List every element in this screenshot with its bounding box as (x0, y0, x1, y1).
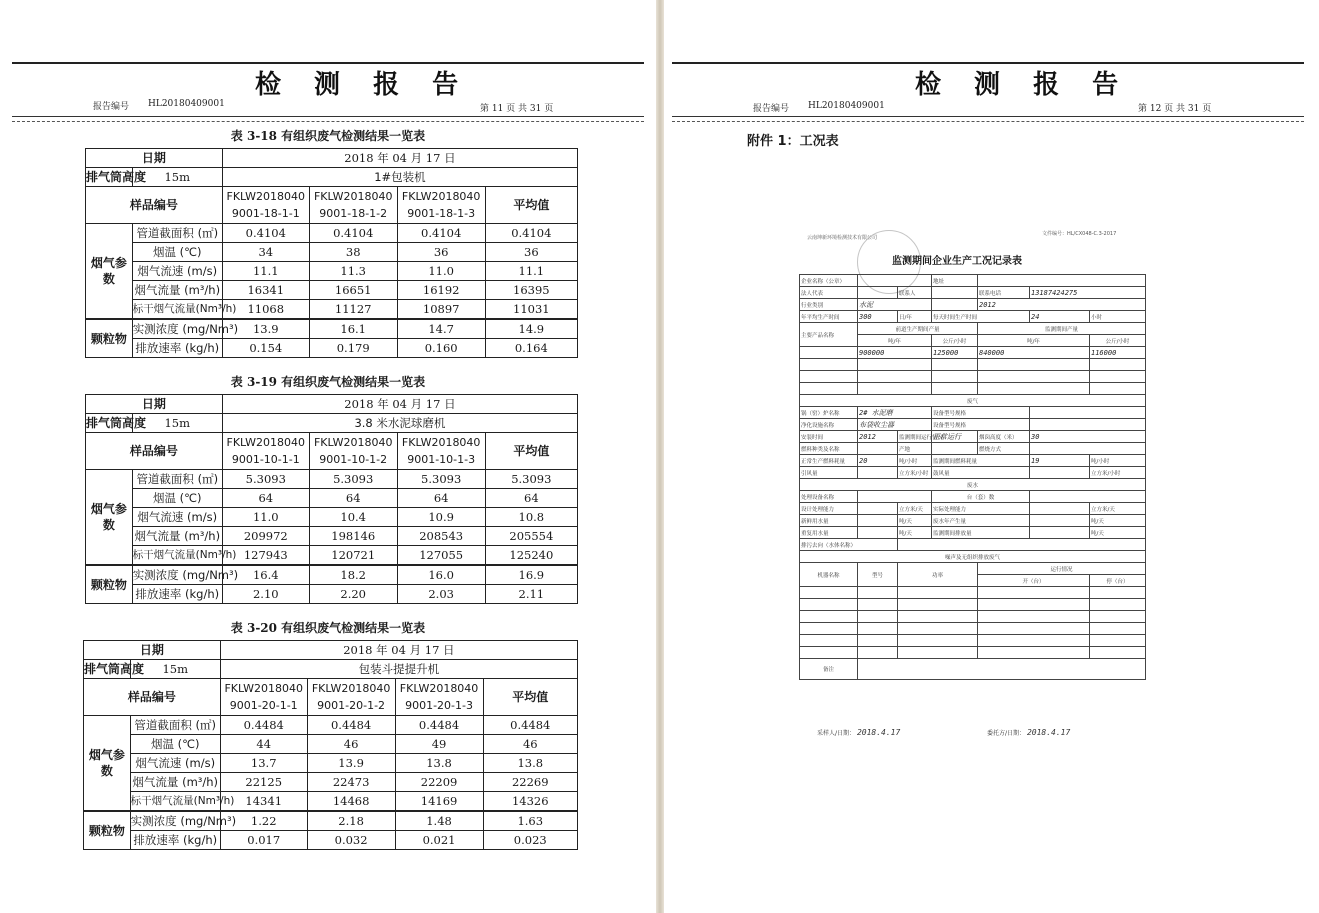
cell: 125240 (485, 546, 577, 566)
sample-id: FKLW2018040 9001-18-1-3 (397, 187, 485, 224)
cell: 11068 (222, 300, 309, 320)
flue-group-label: 烟气参数 (86, 224, 133, 320)
pm-group-label: 颗粒物 (84, 811, 131, 850)
result-table-3-19 (85, 394, 578, 604)
form-cell: 企业名称（公章） (800, 275, 858, 287)
cell: 1.48 (395, 811, 483, 831)
source-name: 3.8 米水泥球磨机 (222, 414, 577, 433)
form-cell: 840000 (978, 347, 1090, 359)
form-cell: 19 (1030, 455, 1090, 467)
flue-group-label: 烟气参数 (86, 470, 133, 566)
cell: 16.0 (397, 565, 485, 585)
cell: 64 (485, 489, 577, 508)
source-name: 包装斗提提升机 (220, 660, 577, 679)
header-divider (12, 116, 644, 122)
form-cell: 吨/天 (1090, 527, 1146, 539)
cell: 13.7 (220, 754, 307, 773)
cell: 46 (483, 735, 577, 754)
form-cell: 2# 水泥磨 (858, 407, 932, 419)
form-cell: 联系人 (898, 287, 932, 299)
form-cell (1030, 527, 1090, 539)
stack-height-value: 15m (132, 414, 222, 433)
cell: 0.032 (307, 831, 395, 850)
form-cell: 年平均生产时间 (800, 311, 858, 323)
form-cell (858, 527, 898, 539)
client-signature: 委托方/日期： 2018.4.17 (987, 728, 1071, 737)
sample-id: FKLW2018040 9001-10-1-3 (397, 433, 485, 470)
table-title: 表 3-20 有组织废气检测结果一览表 (230, 621, 426, 635)
report-title: 检 测 报 告 (255, 70, 471, 100)
row-label: 实测浓度 (mg/Nm³) (132, 565, 222, 585)
form-cell: 正常运行 (932, 431, 978, 443)
cell: 13.9 (222, 319, 309, 339)
form-cell: 前道生产期间产量 (858, 323, 978, 335)
form-cell (1030, 515, 1090, 527)
cell: 22269 (483, 773, 577, 792)
report-title: 检 测 报 告 (915, 70, 1131, 100)
stack-height-label: 排气筒高度 (86, 414, 133, 433)
cell: 0.4484 (483, 716, 577, 735)
table-title: 表 3-18 有组织废气检测结果一览表 (230, 129, 426, 143)
cell: 2.10 (222, 585, 309, 604)
cell: 5.3093 (485, 470, 577, 489)
form-cell: 行业类别 (800, 299, 858, 311)
cell: 209972 (222, 527, 309, 546)
form-cell (858, 287, 898, 299)
cell: 14326 (483, 792, 577, 812)
form-cell: 设计处理能力 (800, 503, 858, 515)
form-cell (858, 275, 932, 287)
avg-label: 平均值 (483, 679, 577, 716)
form-cell: 锅（窑）炉名称 (800, 407, 858, 419)
cell: 11.1 (485, 262, 577, 281)
form-cell: 20 (858, 455, 898, 467)
cell: 36 (397, 243, 485, 262)
sample-id: FKLW2018040 9001-18-1-1 (222, 187, 309, 224)
row-label: 管道截面积 (㎡) (130, 716, 220, 735)
form-cell: 吨/年 (858, 335, 932, 347)
report-page-left (0, 0, 656, 913)
row-label: 烟气流速 (m/s) (132, 262, 222, 281)
sample-id: FKLW2018040 9001-20-1-3 (395, 679, 483, 716)
form-cell: 监测期间排放量 (932, 527, 1030, 539)
row-label: 烟温 (℃) (132, 243, 222, 262)
cell: 14169 (395, 792, 483, 812)
form-cell: 布袋收尘器 (858, 419, 932, 431)
cell: 13.8 (483, 754, 577, 773)
form-cell: 重复用水量 (800, 527, 858, 539)
sample-id: FKLW2018040 9001-18-1-2 (309, 187, 397, 224)
pm-group-label: 颗粒物 (86, 565, 133, 604)
form-cell: 立方米/小时 (1090, 467, 1146, 479)
cell: 10.8 (485, 508, 577, 527)
cell: 34 (222, 243, 309, 262)
row-label: 标干烟气流量(Nm³/h) (132, 546, 222, 566)
form-cell: 地址 (932, 275, 978, 287)
date-label: 日期 (86, 149, 223, 168)
cell: 0.4484 (395, 716, 483, 735)
row-label: 排放速率 (kg/h) (132, 339, 222, 358)
cell: 0.023 (483, 831, 577, 850)
form-cell: 净化设施名称 (800, 419, 858, 431)
form-cell: 立方米/小时 (898, 467, 932, 479)
form-cell: 台（套）数 (932, 491, 1030, 503)
form-cell: 停（台） (1090, 575, 1146, 587)
form-cell: 监测期间燃料耗量 (932, 455, 1030, 467)
date-label: 日期 (84, 641, 221, 660)
form-cell (1030, 407, 1146, 419)
cell: 5.3093 (309, 470, 397, 489)
stack-height-label: 排气筒高度 (84, 660, 131, 679)
form-cell: 水泥 (858, 299, 932, 311)
cell: 5.3093 (222, 470, 309, 489)
row-label: 烟温 (℃) (132, 489, 222, 508)
form-cell: 燃料种类及名称 (800, 443, 858, 455)
cell: 22125 (220, 773, 307, 792)
sample-id: FKLW2018040 9001-10-1-1 (222, 433, 309, 470)
form-cell: 13187424275 (1030, 287, 1146, 299)
result-table-3-20 (83, 640, 578, 850)
form-doc-no: 文件编号：HL/CX048-C.3-2017 (1042, 231, 1117, 237)
form-cell: 型号 (858, 563, 898, 587)
cell: 127055 (397, 546, 485, 566)
cell: 64 (309, 489, 397, 508)
cell: 13.8 (395, 754, 483, 773)
cell: 0.4104 (397, 224, 485, 243)
form-cell: 立方米/天 (1090, 503, 1146, 515)
form-cell: 处理设备名称 (800, 491, 858, 503)
form-cell: 主要产品名称 (800, 323, 858, 347)
cell: 198146 (309, 527, 397, 546)
page-gutter (656, 0, 664, 913)
cell: 208543 (397, 527, 485, 546)
cell: 16395 (485, 281, 577, 300)
form-cell: 公斤/小时 (932, 335, 978, 347)
cell: 64 (222, 489, 309, 508)
sample-id: FKLW2018040 9001-20-1-1 (220, 679, 307, 716)
date-value: 2018 年 04 月 17 日 (220, 641, 577, 660)
form-cell (858, 443, 898, 455)
cell: 0.4104 (309, 224, 397, 243)
date-label: 日期 (86, 395, 223, 414)
cell: 0.4484 (220, 716, 307, 735)
cell: 0.021 (395, 831, 483, 850)
form-cell: 产地 (898, 443, 932, 455)
attachment-title: 附件 1：工况表 (747, 134, 839, 149)
row-label: 烟气流量 (m³/h) (130, 773, 220, 792)
source-name: 1#包装机 (222, 168, 577, 187)
cell: 11.0 (222, 508, 309, 527)
row-label: 标干烟气流量(Nm³/h) (130, 792, 220, 812)
stack-height-value: 15m (130, 660, 220, 679)
form-cell: 设备型号规格 (932, 419, 1030, 431)
row-label: 烟气流量 (m³/h) (132, 527, 222, 546)
report-no: HL20180409001 (808, 101, 885, 111)
stack-height-value: 15m (132, 168, 222, 187)
form-cell: 吨/天 (898, 515, 932, 527)
form-section-noise: 噪声及无组织排放废气 (800, 551, 1146, 563)
cell: 64 (397, 489, 485, 508)
form-cell: 监测期间产量 (978, 323, 1146, 335)
form-cell: 吨/年 (978, 335, 1090, 347)
form-cell: 开（台） (978, 575, 1090, 587)
sample-id: FKLW2018040 9001-10-1-2 (309, 433, 397, 470)
page-number: 第 11 页 共 31 页 (480, 104, 554, 114)
row-label: 排放速率 (kg/h) (130, 831, 220, 850)
report-no-label: 报告编号 (753, 104, 790, 114)
form-cell (932, 299, 978, 311)
stack-height-label: 排气筒高度 (86, 168, 133, 187)
row-label: 烟气流量 (m³/h) (132, 281, 222, 300)
page-number: 第 12 页 共 31 页 (1138, 104, 1212, 114)
cell: 0.4104 (485, 224, 577, 243)
sample-id-label: 样品编号 (86, 187, 223, 224)
cell: 49 (395, 735, 483, 754)
cell: 13.9 (307, 754, 395, 773)
form-cell: 116000 (1090, 347, 1146, 359)
form-company: 云南坤新环境检测技术有限公司 (807, 235, 878, 241)
header-divider (672, 116, 1304, 122)
form-table (799, 274, 1146, 680)
cell: 14.7 (397, 319, 485, 339)
form-cell: 新鲜用水量 (800, 515, 858, 527)
cell: 10.4 (309, 508, 397, 527)
form-cell (1030, 467, 1090, 479)
avg-label: 平均值 (485, 433, 577, 470)
form-cell: 立方米/天 (898, 503, 932, 515)
row-label: 管道截面积 (㎡) (132, 470, 222, 489)
cell: 16192 (397, 281, 485, 300)
cell: 127943 (222, 546, 309, 566)
form-cell (1030, 419, 1146, 431)
sampler-signature: 采样人/日期： 2018.4.17 (817, 728, 901, 737)
cell: 0.164 (485, 339, 577, 358)
form-cell (858, 491, 932, 503)
form-cell (858, 467, 898, 479)
form-cell (858, 515, 898, 527)
form-cell: 运行情况 (978, 563, 1146, 575)
form-cell: 安装时间 (800, 431, 858, 443)
cell: 18.2 (309, 565, 397, 585)
cell: 16.9 (485, 565, 577, 585)
form-cell (800, 347, 858, 359)
date-value: 2018 年 04 月 17 日 (222, 395, 577, 414)
form-cell: 公斤/小时 (1090, 335, 1146, 347)
cell: 1.63 (483, 811, 577, 831)
form-remark: 备注 (800, 659, 858, 680)
form-cell: 烟囱高度（米） (978, 431, 1030, 443)
row-label: 烟气流速 (m/s) (130, 754, 220, 773)
scanned-form (797, 228, 1157, 748)
avg-label: 平均值 (485, 187, 577, 224)
form-cell: 联系电话 (978, 287, 1030, 299)
form-cell: 设备型号规格 (932, 407, 1030, 419)
table-title: 表 3-19 有组织废气检测结果一览表 (230, 375, 426, 389)
form-cell: 鼓风量 (932, 467, 1030, 479)
cell: 11.3 (309, 262, 397, 281)
cell: 22209 (395, 773, 483, 792)
pm-group-label: 颗粒物 (86, 319, 133, 358)
form-cell: 排污去向（水体名称） (800, 539, 898, 551)
form-cell: 正常生产燃料耗量 (800, 455, 858, 467)
cell: 2.11 (485, 585, 577, 604)
form-cell: 功率 (898, 563, 978, 587)
form-cell: 机器名称 (800, 563, 858, 587)
cell: 11.0 (397, 262, 485, 281)
form-cell (1030, 503, 1090, 515)
form-cell: 监测期间运行情况 (898, 431, 932, 443)
row-label: 标干烟气流量(Nm³/h) (132, 300, 222, 320)
cell: 16651 (309, 281, 397, 300)
form-cell: 2012 (978, 299, 1146, 311)
cell: 0.017 (220, 831, 307, 850)
row-label: 实测浓度 (mg/Nm³) (130, 811, 220, 831)
cell: 2.20 (309, 585, 397, 604)
cell: 120721 (309, 546, 397, 566)
cell: 205554 (485, 527, 577, 546)
form-cell: 24 (1030, 311, 1090, 323)
form-cell: 2012 (858, 431, 898, 443)
cell: 46 (307, 735, 395, 754)
form-cell: 燃烧方式 (978, 443, 1030, 455)
row-label: 烟气流速 (m/s) (132, 508, 222, 527)
form-cell: 吨/天 (1090, 515, 1146, 527)
row-label: 排放速率 (kg/h) (132, 585, 222, 604)
form-cell: 小时 (1090, 311, 1146, 323)
row-label: 管道截面积 (㎡) (132, 224, 222, 243)
report-no-label: 报告编号 (93, 102, 130, 112)
row-label: 烟温 (℃) (130, 735, 220, 754)
cell: 0.160 (397, 339, 485, 358)
cell: 14.9 (485, 319, 577, 339)
date-value: 2018 年 04 月 17 日 (222, 149, 577, 168)
cell: 11127 (309, 300, 397, 320)
cell: 36 (485, 243, 577, 262)
row-label: 实测浓度 (mg/Nm³) (132, 319, 222, 339)
cell: 0.179 (309, 339, 397, 358)
cell: 10.9 (397, 508, 485, 527)
form-cell (858, 503, 898, 515)
cell: 14341 (220, 792, 307, 812)
form-cell: 法人代表 (800, 287, 858, 299)
cell: 0.4104 (222, 224, 309, 243)
form-section-water: 废水 (800, 479, 1146, 491)
cell: 16.1 (309, 319, 397, 339)
cell: 0.4484 (307, 716, 395, 735)
form-section-gas: 废气 (800, 395, 1146, 407)
cell: 16.4 (222, 565, 309, 585)
cell: 5.3093 (397, 470, 485, 489)
sample-id-label: 样品编号 (84, 679, 221, 716)
cell: 11.1 (222, 262, 309, 281)
form-cell: 日/年 (898, 311, 932, 323)
form-cell: 30 (1030, 431, 1146, 443)
report-no: HL20180409001 (148, 99, 225, 109)
form-cell: 900000 (858, 347, 932, 359)
cell: 0.154 (222, 339, 309, 358)
form-cell (932, 443, 978, 455)
form-cell: 300 (858, 311, 898, 323)
form-cell (1030, 443, 1146, 455)
cell: 2.03 (397, 585, 485, 604)
form-cell (932, 287, 978, 299)
flue-group-label: 烟气参数 (84, 716, 131, 812)
form-cell: 引风量 (800, 467, 858, 479)
result-table-3-18 (85, 148, 578, 358)
form-cell: 吨/小时 (1090, 455, 1146, 467)
cell: 1.22 (220, 811, 307, 831)
cell: 10897 (397, 300, 485, 320)
cell: 16341 (222, 281, 309, 300)
form-cell (898, 539, 1146, 551)
cell: 22473 (307, 773, 395, 792)
form-cell: 吨/小时 (898, 455, 932, 467)
form-cell: 每天时间生产时间 (932, 311, 1030, 323)
cell: 2.18 (307, 811, 395, 831)
form-cell: 实际处理能力 (932, 503, 1030, 515)
cell: 44 (220, 735, 307, 754)
form-cell: 吨/天 (898, 527, 932, 539)
form-cell (978, 275, 1146, 287)
form-cell (1030, 491, 1146, 503)
cell: 14468 (307, 792, 395, 812)
cell: 38 (309, 243, 397, 262)
form-title: 监测期间企业生产工况记录表 (892, 256, 1022, 267)
form-cell: 废水年产生量 (932, 515, 1030, 527)
sample-id: FKLW2018040 9001-20-1-2 (307, 679, 395, 716)
form-cell: 125000 (932, 347, 978, 359)
cell: 11031 (485, 300, 577, 320)
sample-id-label: 样品编号 (86, 433, 223, 470)
